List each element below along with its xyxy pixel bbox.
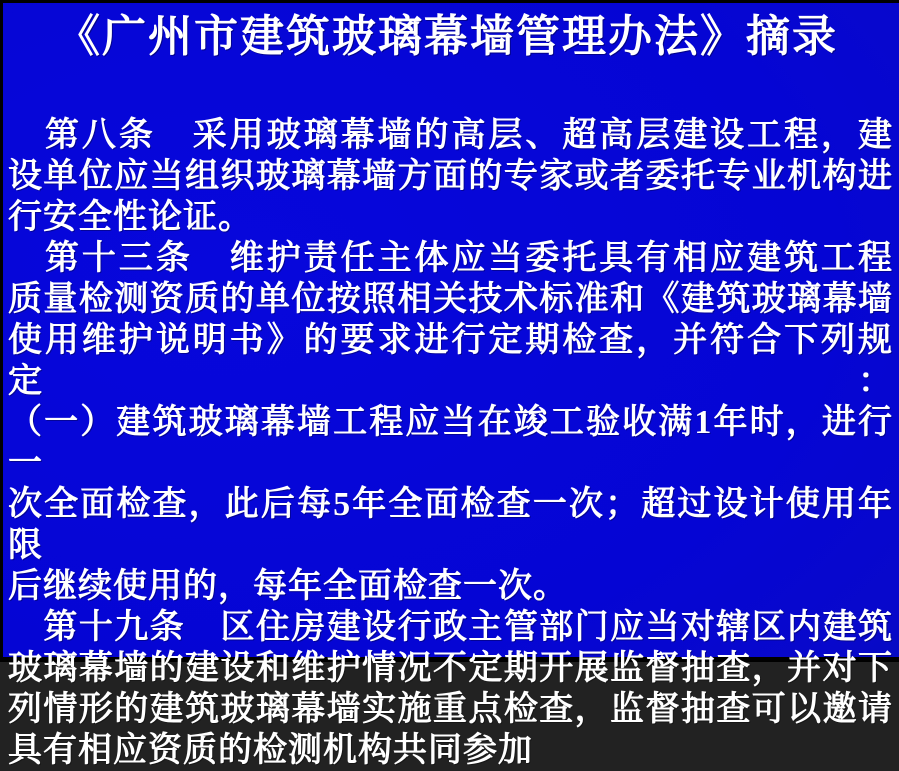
text-line: 次全面检查，此后每5年全面检查一次；超过设计使用年限: [8, 486, 893, 564]
slide-body: [8, 115, 893, 771]
text-line: 列情形的建筑玻璃幕墙实施重点检查，监督抽查可以邀请: [8, 691, 893, 728]
text-line: 行安全性论证。: [8, 199, 253, 236]
text-line: 具有相应资质的检测机构共同参加: [8, 732, 533, 769]
text-line: 第十九条 区住房建设行政主管部门应当对辖区内建筑: [8, 609, 893, 646]
text-line: 后继续使用的，每年全面检查一次。: [8, 568, 568, 605]
text-line: （一）建筑玻璃幕墙工程应当在竣工验收满1年时，进行一: [8, 404, 893, 482]
paragraph-article-13: [8, 238, 893, 402]
text-line: 设单位应当组织玻璃幕墙方面的专家或者委托专业机构进: [8, 158, 893, 195]
paragraph-article-13-item-1: [8, 402, 893, 607]
text-line: 第八条 采用玻璃幕墙的高层、超高层建设工程，建: [8, 117, 893, 154]
text-line: 使用维护说明书》的要求进行定期检查，并符合下列规定：: [8, 322, 893, 400]
paragraph-article-19: [8, 607, 893, 771]
slide-title: 《广州市建筑玻璃幕墙管理办法》摘录: [56, 12, 838, 61]
text-line: 质量检测资质的单位按照相关技术标准和《建筑玻璃幕墙: [8, 281, 893, 318]
text-line: 第十三条 维护责任主体应当委托具有相应建筑工程: [8, 240, 893, 277]
paragraph-article-8: [8, 115, 893, 238]
text-line: 玻璃幕墙的建设和维护情况不定期开展监督抽查，并对下: [8, 650, 893, 687]
